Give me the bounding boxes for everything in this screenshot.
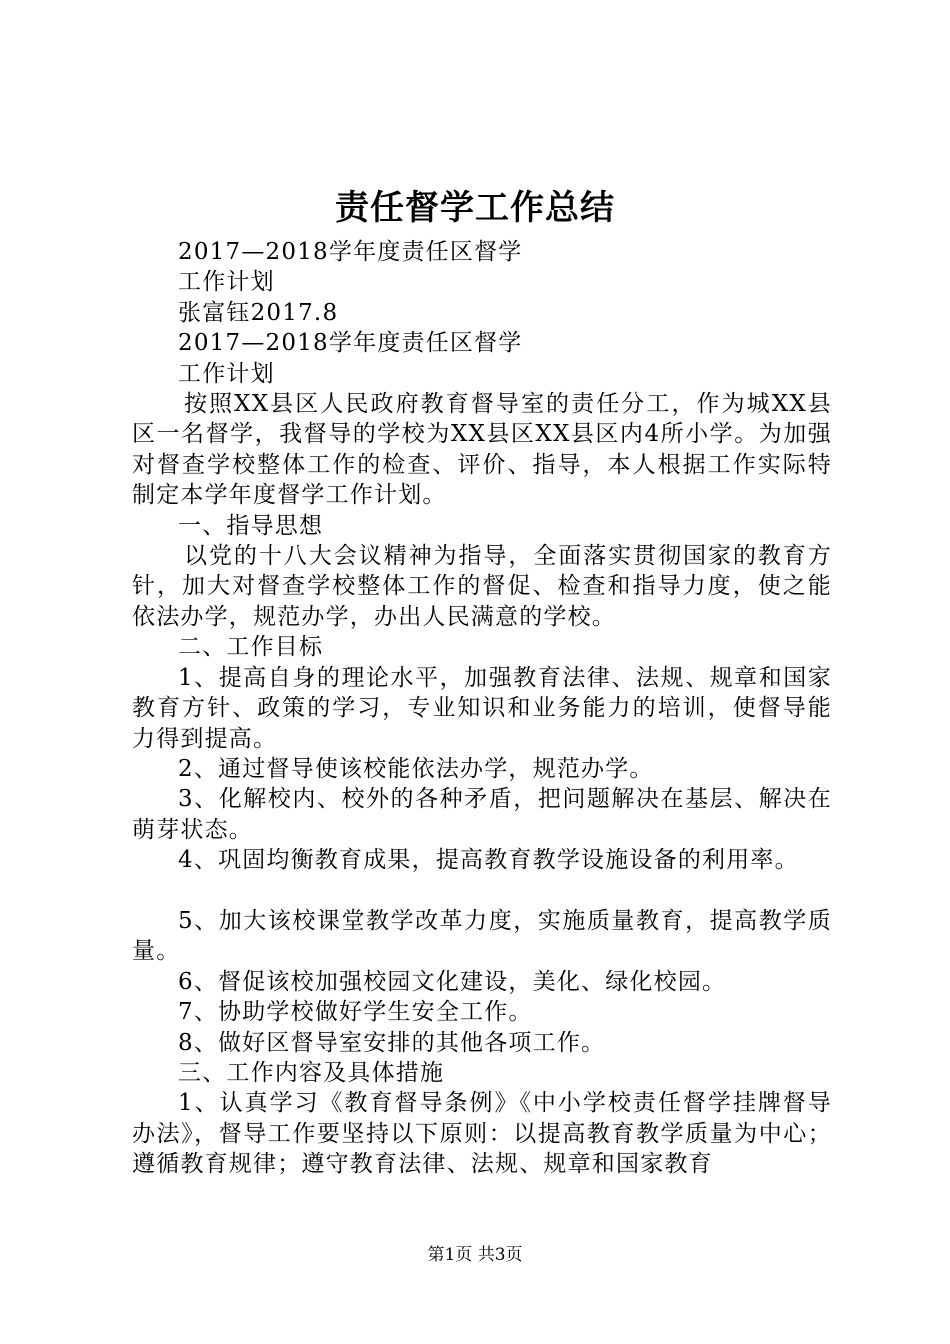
body-paragraph: 工作计划 bbox=[178, 360, 275, 387]
body-paragraph: 1、提高自身的理论水平，加强教育法律、法规、规章和国家教育方针、政策的学习，专业知识和业务能力的培训，使督导能力得到提高。 bbox=[132, 664, 832, 752]
body-paragraph: 2017—2018学年度责任区督学 bbox=[178, 239, 523, 265]
body-paragraph: 2、通过督导使该校能依法办学，规范办学。 bbox=[178, 755, 654, 782]
body-paragraph: 按照XX县区人民政府教育督导室的责任分工，作为城XX县区一名督学，我督导的学校为XX县区XX县区内4所小学。为加强对督查学校整体工作的检查、评价、指导，本人根据工作实际特制定本学年度督学工作计划。 bbox=[132, 391, 832, 509]
body-paragraph: 4、巩固均衡教育成果，提高教育教学设施设备的利用率。 bbox=[178, 847, 799, 874]
page-footer: 第1页 共3页 bbox=[427, 1245, 523, 1265]
body-paragraph: 三、工作内容及具体措施 bbox=[178, 1059, 445, 1086]
body-paragraph: 张富钰2017.8 bbox=[178, 299, 339, 326]
body-paragraph: 以党的十八大会议精神为指导，全面落实贯彻国家的教育方针，加大对督查学校整体工作的督促、检查和指导力度，使之能依法办学，规范办学，办出人民满意的学校。 bbox=[132, 543, 832, 630]
body-paragraph: 一、指导思想 bbox=[178, 512, 324, 539]
blank-line bbox=[132, 876, 832, 906]
document-body bbox=[132, 237, 832, 1180]
document-title: 责任督学工作总结 bbox=[335, 188, 615, 228]
body-paragraph: 7、协助学校做好学生安全工作。 bbox=[178, 999, 533, 1026]
body-paragraph: 二、工作目标 bbox=[178, 634, 324, 661]
body-paragraph: 1、认真学习《教育督导条例》《中小学校责任督学挂牌督导办法》，督导工作要坚持以下原则：以提高教育教学质量为中心；遵循教育规律；遵守教育法律、法规、规章和国家教育 bbox=[132, 1090, 832, 1178]
body-paragraph: 2017—2018学年度责任区督学 bbox=[178, 330, 523, 357]
body-paragraph: 工作计划 bbox=[178, 269, 275, 296]
body-paragraph: 8、做好区督导室安排的其他各项工作。 bbox=[178, 1029, 606, 1056]
body-paragraph: 5、加大该校课堂教学改革力度，实施质量教育，提高教学质量。 bbox=[132, 907, 832, 965]
body-paragraph: 6、督促该校加强校园文化建设，美化、绿化校园。 bbox=[178, 968, 727, 995]
body-paragraph: 3、化解校内、校外的各种矛盾，把问题解决在基层、解决在萌芽状态。 bbox=[132, 786, 832, 843]
